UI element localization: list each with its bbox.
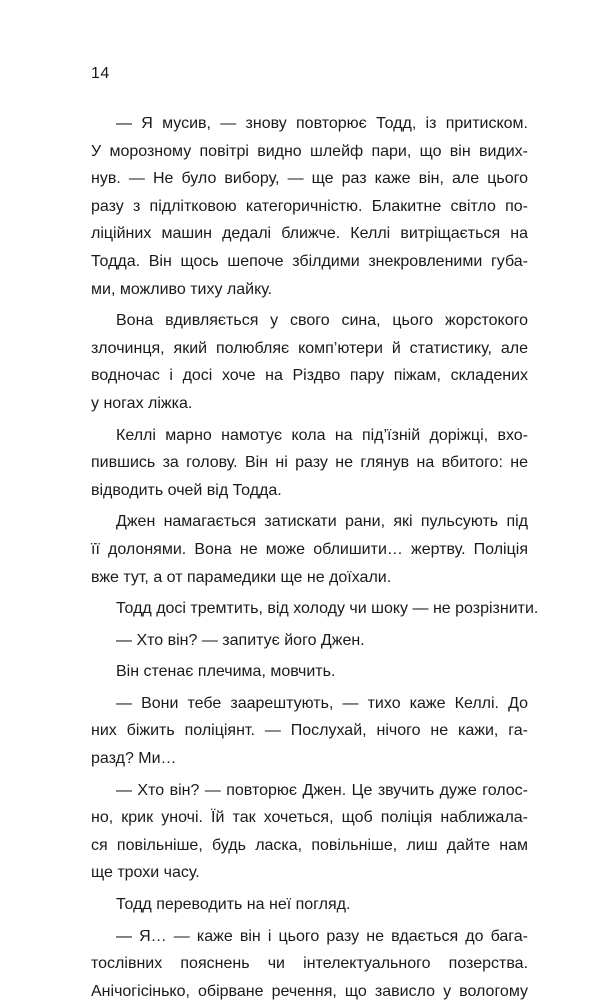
text-line: Джен намагається затискати рани, які пульсують під xyxy=(116,513,528,531)
text-line: Вона вдивляється у свого сина, цього жорстокого xyxy=(116,312,528,330)
text-line: У морозному повітрі видно шлейф пари, що він видих- xyxy=(91,142,528,160)
text-line: Тодд досі тремтить, від холоду чи шоку — не розрізнити. xyxy=(116,600,539,618)
text-line: її долонями. Вона не може облишити… жертву. Поліція xyxy=(91,540,528,558)
paragraph xyxy=(91,508,528,591)
text-line: Тодда. Він щось шепоче збілдими знекровленими губа- xyxy=(91,252,528,270)
paragraph xyxy=(91,307,528,417)
text-line: вже тут, а от парамедики ще не доїхали. xyxy=(91,568,392,586)
text-line: відводить очей від Тодда. xyxy=(91,481,282,499)
text-line: у ногах ліжка. xyxy=(91,394,193,412)
paragraph xyxy=(91,627,528,655)
paragraph xyxy=(91,923,528,1005)
text-line: ще трохи часу. xyxy=(91,864,200,882)
page-number: 14 xyxy=(91,65,110,82)
text-line: них біжить поліціянт. — Послухай, нічого не кажи, га- xyxy=(91,722,528,740)
text-line: ми, можливо тиху лайку. xyxy=(91,280,273,298)
paragraph xyxy=(91,658,528,686)
body-text xyxy=(91,110,539,1005)
text-line: тослівних пояснень чи інтелектуального позерства. xyxy=(91,955,528,973)
paragraph xyxy=(91,891,528,919)
text-line: Тодд переводить на неї погляд. xyxy=(116,896,351,914)
text-line: — Хто він? — повторює Джен. Це звучить дуже голос- xyxy=(116,781,528,799)
text-line: разу з підлітковою категоричністю. Блакитне світло по- xyxy=(91,197,528,215)
text-line: ліційних машин дедалі ближче. Келлі витріщається на xyxy=(91,225,528,243)
paragraph xyxy=(91,777,528,887)
text-line: ся повільніше, будь ласка, повільніше, лиш дайте нам xyxy=(91,836,528,854)
text-line: — Хто він? — запитує його Джен. xyxy=(116,631,365,649)
text-line: злочинця, який полюбляє комп’ютери й статистику, але xyxy=(91,339,528,357)
text-line: Келлі марно намотує кола на під’їзній доріжці, вхо- xyxy=(116,426,528,444)
text-line: — Вони тебе заарештують, — тихо каже Келлі. До xyxy=(116,694,528,712)
text-line: нув. — Не було вибору, — ще раз каже він, але цього xyxy=(91,170,528,188)
paragraph xyxy=(91,422,528,505)
paragraph xyxy=(91,110,528,303)
text-line: разд? Ми… xyxy=(91,750,177,768)
text-line: пившись за голову. Він ні разу не глянув на вбитого: не xyxy=(91,454,528,472)
text-line: Анічогісінько, обірване речення, що зависло у вологому xyxy=(91,982,528,1000)
paragraph xyxy=(91,595,539,623)
paragraph xyxy=(91,690,528,773)
text-line: — Я мусив, — знову повторює Тодд, із притиском. xyxy=(116,115,528,132)
text-line: но, крик уночі. Їй так хочеться, щоб поліція наближала- xyxy=(91,809,528,827)
text-line: Він стенає плечима, мовчить. xyxy=(116,663,336,681)
text-line: — Я… — каже він і цього разу не вдається до бага- xyxy=(116,927,528,945)
text-line: водночас і досі хоче на Різдво пару піжам, складених xyxy=(91,367,528,385)
